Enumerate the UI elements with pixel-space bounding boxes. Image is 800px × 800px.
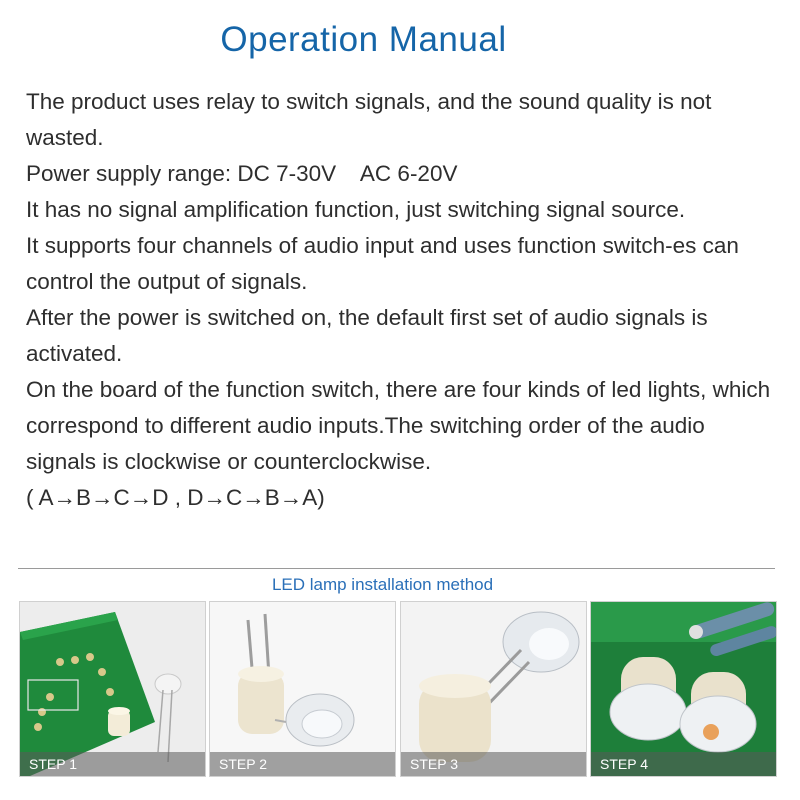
manual-body [26,84,776,516]
section-caption: LED lamp installation method [271,575,494,594]
paragraph-amplification: It has no signal amplification function, just switching signal source. [26,197,686,222]
step-4-label: STEP 4 [591,752,776,776]
paragraph-default: After the power is switched on, the default first set of audio signals is activated. [26,305,708,366]
led-insert-illustration [210,602,395,776]
page-title: Operation Manual [220,20,507,59]
section-divider [18,568,775,569]
step-3-photo [400,601,587,777]
step-3-label: STEP 3 [401,752,586,776]
step-4-photo [590,601,777,777]
step-1-label: STEP 1 [20,752,205,776]
leds-on-board-illustration [591,602,776,776]
pcb-and-led-illustration [20,602,205,776]
paragraph-channels: It supports four channels of audio input and uses function switch-es can control the output of signals. [26,233,739,294]
paragraph-relay: The product uses relay to switch signals, and the sound quality is not wasted. [26,89,712,150]
step-1-photo [19,601,206,777]
step-2-label: STEP 2 [210,752,395,776]
paragraph-leds: On the board of the function switch, there are four kinds of led lights, which correspond to different audio inputs.The switching order of the audio signals is clockwise or counterclockwise. [26,377,771,474]
step-2-photo [209,601,396,777]
paragraph-power: Power supply range: DC 7-30V AC 6-20V [26,161,458,186]
led-seated-illustration [401,602,586,776]
paragraph-order: ( A→B→C→D , D→C→B→A) [26,485,325,510]
